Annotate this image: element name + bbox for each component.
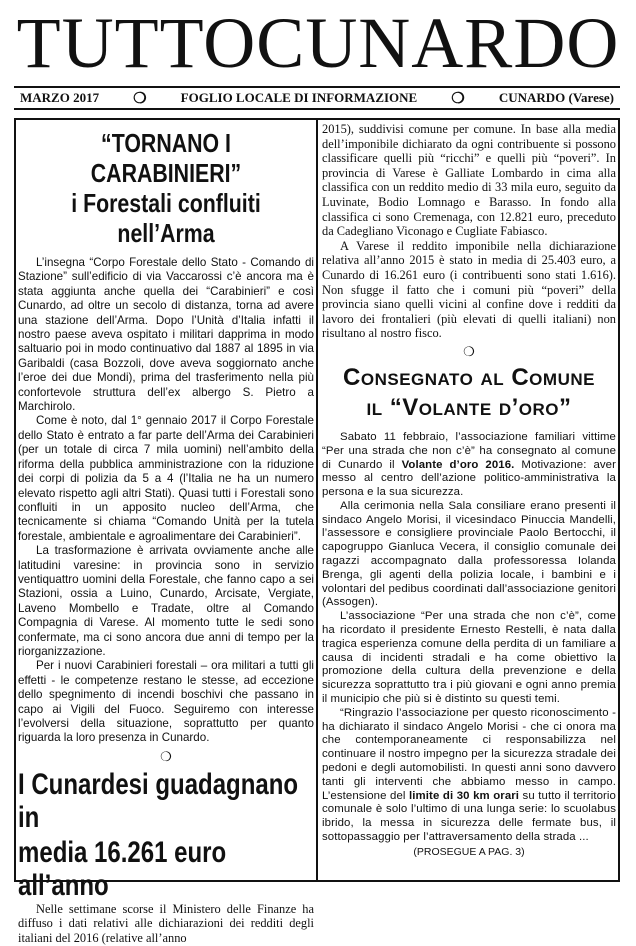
masthead-title: TUTTOCUNARDO bbox=[16, 3, 620, 83]
column-divider bbox=[316, 118, 318, 882]
article2-continuation: 2015), suddivisi comune per comune. In base alla media dell’imponibile dichiarato da ogni contribuente si possono classificare quelli più “ricchi” e quelli più “poveri”. In provincia di Varese è Galliate Lombardo in cima alla classifica con un reddito medio di 33 mila euro, seguito da Luvinate, Bodio Lomnago e Barasso. In fondo alla classifica ci sono Cremenaga, con 12.821 euro, preceduto da Cadegliano Viconago e Cugliate Fabiasco. bbox=[322, 122, 616, 239]
article3-headline-line2: il “Volante d’oro” bbox=[366, 393, 572, 421]
article1-paragraph: L’insegna “Corpo Forestale dello Stato - Comando di Stazione” sull’edificio di via Vaccarossi c’è ancora ma è stata aggiunta anche quella dei “Carabinieri” e così Cunardo, ad oltre un secolo di distanza, torna ad avere una stazione dell’Arma. Dopo l’Unità d’Italia infatti il nostro paese aveva ospitato i militari dapprima in modo saltuario poi in modo continuativo dal 1887 al 1895 in via Garibaldi (casa Bozzoli, dove aveva soggiornato anche l’eroe dei due Mondi), prima del trasferimento nella più confortevole struttura dell’ex albergo S. Pietro a Marchirolo. bbox=[18, 256, 314, 414]
article2-continuation: A Varese il reddito imponibile nella dichiarazione relativa all’anno 2015 è stato in media di 25.403 euro, a Cunardo di 16.261 euro (i contribuenti sono stati 1.616). Non sfugge il fatto che i comuni più “poveri” della provincia siano quelli vicini al confine dove i redditi da lavoro dei frontalieri (più elevati di quelli italiani) non risultano al nostro fisco. bbox=[322, 238, 616, 341]
issue-date: MARZO 2017 bbox=[20, 90, 100, 105]
bullet-icon: ❍ bbox=[133, 90, 147, 107]
article3-text: su tutto il territorio comunale è solo l’ultimo di una lunga serie: lo scuolabus ibrido, la messa in sicurezza delle fermate bus, il sottopassaggio per l’attraversamento della strada ... bbox=[322, 789, 616, 844]
right-column bbox=[322, 122, 616, 878]
article3-paragraph bbox=[322, 431, 616, 500]
article3-text: “Ringrazio l’associazione per questo riconoscimento - ha dichiarato il sindaco Angelo Morisi - che ci onora ma che contemporaneamente ci responsabilizza nel continuare il nostro impegno per la sicurezza stradale dei pedoni e degli automobilisti. In questi anni sono davvero tanti gli interventi che abbiamo messo in campo. L’estensione del bbox=[322, 706, 616, 802]
info-bar bbox=[14, 86, 620, 110]
article2-paragraph: Nelle settimane scorse il Ministero delle Finanze ha diffuso i dati relativi alle dichiarazioni dei redditi degli italiani del 2016 (relative all’anno bbox=[18, 901, 314, 945]
publication-subtitle: FOGLIO LOCALE DI INFORMAZIONE bbox=[180, 90, 418, 105]
article1-paragraph: La trasformazione è arrivata ovviamente anche alle latitudini varesine: in provincia sono in servizio ventiquattro uomini della Forestale, che fanno capo a sei Stazioni, ossia a Luino, Cunardo, Arcisate, Vergiate, Laveno Mombello e Tradate, oltre al Comando Compagnia di Varese. Al momento tutte le sedi sono confermate, ma ci sono ancora due anni di tempo per la riorganizzazione. bbox=[18, 544, 314, 658]
separator-bullet-icon: ❍ bbox=[160, 748, 172, 764]
continue-note: (PROSEGUE A PAG. 3) bbox=[413, 845, 525, 858]
article1-headline-line2: i Forestali confluiti nell’Arma bbox=[71, 188, 261, 248]
speed-limit: limite di 30 km orari bbox=[409, 789, 520, 802]
bullet-icon: ❍ bbox=[451, 90, 465, 107]
article3-headline-line1: Consegnato al Comune bbox=[343, 363, 595, 391]
article1-paragraph: Come è noto, dal 1° gennaio 2017 il Corpo Forestale dello Stato è entrato a far parte dell’Arma dei Carabinieri (per un totale di circa 7 mila uomini) nell’ambito della riforma della pubblica amministrazione con la riduzione dei corpi di polizia da 5 a 4 (l’Italia ne ha un numero elevato rispetto agli altri Stati). Quasi tutti i Forestali sono confluiti in un apposito nucleo dell’Arma, che tecnicamente si chiama “Comando Unità per la tutela forestale, ambientale e agroalimentare dei Carabinieri”. bbox=[18, 414, 314, 543]
article3-paragraph bbox=[322, 707, 616, 845]
left-column bbox=[18, 122, 314, 945]
publication-place: CUNARDO (Varese) bbox=[498, 90, 614, 105]
article3-paragraph: Alla cerimonia nella Sala consiliare erano presenti il sindaco Angelo Morisi, il vicesindaco Pinuccia Mandelli, l’assessore e consigliere provinciale Paolo Bertocchi, il capogruppo Gianluca Vecera, il consiglio comunale dei ragazzi accompagnato dalla professoressa Iolanda Brenga, gli agenti della polizia locale, i bambini e i volontari del pedibus coordinati dall’associazione genitori (Assogen). bbox=[322, 499, 616, 609]
award-name: Volante d’oro 2016. bbox=[401, 458, 515, 471]
article2-headline-line1: I Cunardesi guadagnano in bbox=[18, 767, 299, 834]
article3-text: Sabato 11 febbraio, l’associazione familiari vittime “Per una strada che non c’è” ha consegnato al comune di Cunardo il bbox=[322, 430, 616, 471]
article3-text: Motivazione: aver messo al centro dell’azione politico-amministrativa la persona e la sua sicurezza. bbox=[322, 458, 617, 499]
article1-paragraph: Per i nuovi Carabinieri forestali – ora militari a tutti gli effetti - le competenze restano le stesse, ad eccezione dello spegnimento di incendi boschivi che passano in capo ai Vigili del Fuoco. Seguiremo con interesse l’evolversi della situazione, soprattutto per quanto riguarda la loro presenza in Cunardo. bbox=[18, 659, 314, 745]
article3-paragraph: L’associazione “Per una strada che non c’è”, come ha ricordato il presidente Ernesto Restelli, è nata dalla tragica esperienza comune della perdita di un familiare a causa di incidenti stradali e ha come obiettivo la promozione della cultura della prevenzione e della sicurezza soprattutto tra i più giovani e ogni anno premia il municipio che più si è distinto su questi temi. bbox=[322, 610, 616, 706]
article1-headline-line1: “TORNANO I CARABINIERI” bbox=[90, 128, 242, 188]
article2-headline-line2: media 16.261 euro all’anno bbox=[18, 835, 227, 902]
separator-bullet-icon: ❍ bbox=[463, 343, 475, 359]
